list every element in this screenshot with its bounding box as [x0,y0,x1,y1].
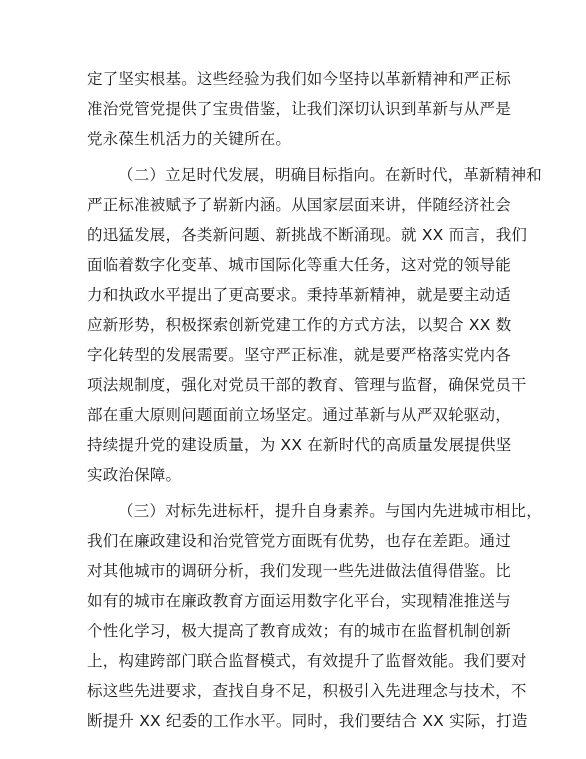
text-line: （二）立足时代发展，明确目标指向。在新时代，革新精神和 [118,166,542,184]
text-line: 字化转型的发展需要。坚守严正标准，就是要严格落实党内各 [87,346,511,364]
text-line: 党永葆生机活力的关键所在。 [87,130,292,148]
text-line: 持续提升党的建设质量，为 XX 在新时代的高质量发展提供坚 [87,436,512,454]
text-line: 部在重大原则问题面前立场坚定。通过革新与从严双轮驱动， [87,406,511,424]
text-line: 我们在廉政建设和治党管党方面既有优势，也存在差距。通过 [87,532,511,550]
text-line: （三）对标先进标杆，提升自身素养。与国内先进城市相比， [118,502,542,520]
text-line: 如有的城市在廉政教育方面运用数字化平台，实现精准推送与 [87,592,511,610]
text-line: 断提升 XX 纪委的工作水平。同时，我们要结合 XX 实际，打造 [87,712,528,730]
text-line: 应新形势，积极探索创新党建工作的方式方法，以契合 XX 数 [87,316,512,334]
text-line: 实政治保障。 [87,466,182,484]
text-line: 标这些先进要求，查找自身不足，积极引入先进理念与技术，不 [87,682,527,700]
paragraph-3 [87,496,542,736]
text-line: 准治党管党提供了宝贵借鉴，让我们深切认识到革新与从严是 [87,100,511,118]
text-line: 力和执政水平提出了更高要求。秉持革新精神，就是要主动适 [87,286,511,304]
text-line: 定了坚实根基。这些经验为我们如今坚持以革新精神和严正标 [87,70,511,88]
paragraph-1 [87,64,511,154]
text-line: 上，构建跨部门联合监督模式，有效提升了监督效能。我们要对 [87,652,527,670]
text-line: 个性化学习，极大提高了教育成效；有的城市在监督机制创新 [87,622,511,640]
text-line: 对其他城市的调研分析，我们发现一些先进做法值得借鉴。比 [87,562,511,580]
text-line: 项法规制度，强化对党员干部的教育、管理与监督，确保党员干 [87,376,527,394]
document-body [87,64,542,742]
text-line: 面临着数字化变革、城市国际化等重大任务，这对党的领导能 [87,256,511,274]
paragraph-2 [87,160,542,490]
text-line: 的迅猛发展，各类新问题、新挑战不断涌现。就 XX 而言，我们 [87,226,528,244]
text-line: 严正标准被赋予了崭新内涵。从国家层面来讲，伴随经济社会 [87,196,511,214]
